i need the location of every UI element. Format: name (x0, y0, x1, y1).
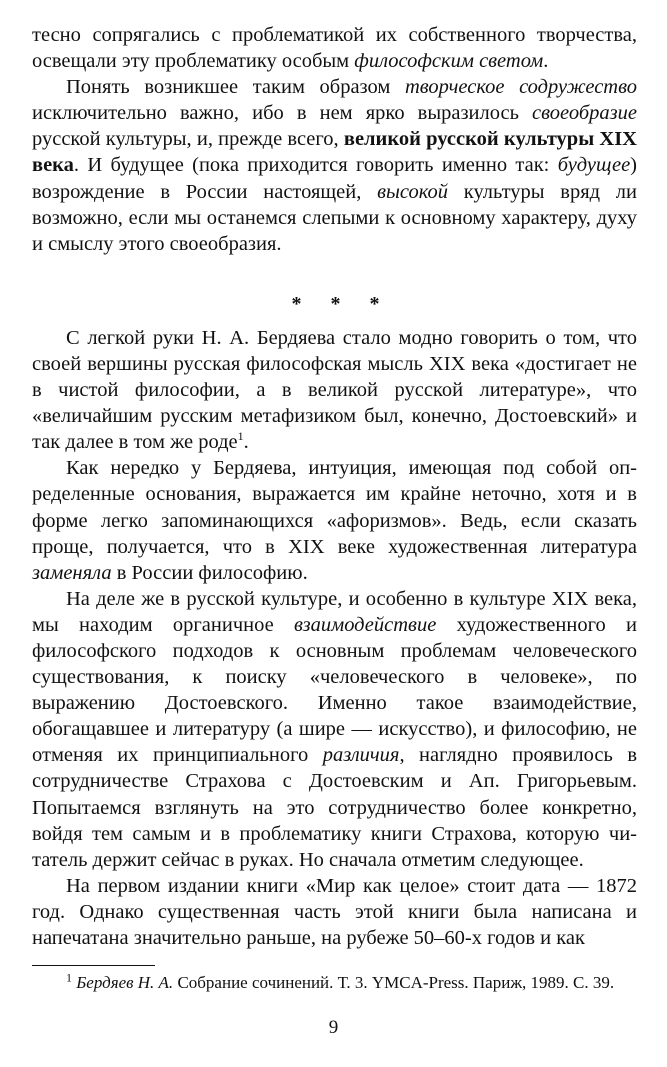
italic-run: заменяла (32, 561, 112, 584)
text-run: русской культуры, и, прежде всего, (32, 128, 344, 151)
paragraph-2 (32, 74, 637, 257)
italic-run: творческое содружество (404, 76, 637, 99)
text-run: тесно сопрягались с проблематикой их собственного творчества, освещали эту проблематику особым (32, 24, 637, 73)
footnote-divider (32, 965, 155, 966)
text-run: . (543, 50, 549, 73)
footnote-reference: 1 (237, 429, 244, 444)
footnote-text: Собрание сочинений. Т. 3. YMCA-Press. Париж, 1989. С. 39. (173, 973, 615, 993)
paragraph-4 (32, 455, 637, 585)
text-run: На первом издании книги «Мир как целое» стоит дата — 1872 год. Однако существенная часть этой книги была написана и напечатана значительно раньше, на рубеже 50–60-х годов и как (32, 874, 637, 949)
page-number: 9 (328, 1017, 339, 1038)
text-run: в России философию. (111, 561, 308, 584)
text-run: художественного и философского подходов к основным проблемам человеческого существования, к поиску «человеческого в человеке», по выражению Достоевского. Именно такое взаимодействие, обогащавшее и литературу (а шире — искусство), и философию, не отменяя их принципиального (32, 613, 637, 767)
footnote-number: 1 (66, 970, 72, 985)
paragraph-3 (32, 325, 637, 455)
text-run: . (243, 431, 249, 454)
bold-run: великой русской культуры XIX века (32, 128, 637, 177)
paragraph-5 (32, 586, 637, 873)
text-run: культуры вряд ли возможно, если мы останемся слепыми к основному характеру, духу и смыслу этого своеобразия. (32, 180, 637, 255)
italic-run: философским светом (354, 50, 544, 73)
paragraph-1 (32, 22, 637, 74)
text-run: Понять возникшее таким образом (66, 76, 405, 99)
italic-run: высокой (377, 180, 449, 203)
page-body (32, 22, 637, 1012)
text-run: . И будущее (пока приходится говорить именно так: (73, 154, 558, 177)
text-run: ) возрождение в России настоящей, (32, 154, 637, 203)
section-divider-stars: * * * (291, 292, 392, 315)
footnote (32, 972, 637, 995)
text-run: Как нередко у Бердяева, интуиция, имеющая под собой определенные основания, выражается им крайне неточно, хотя и в форме легко запоминающихся «афоризмов». Ведь, если сказать проще, получается, что в XIX веке художественная литература (32, 457, 637, 558)
italic-run: будущее (557, 154, 631, 177)
footnote-author: Бердяев Н. А. (76, 973, 174, 993)
paragraph-6 (32, 873, 637, 951)
text-run: исключительно важно, ибо в нем ярко выразилось (32, 102, 533, 125)
text-run: На деле же в русской культуре, и особенно в культуре XIX века, мы находим органичное (32, 587, 637, 636)
text-run: С легкой руки Н. А. Бердяева стало модно говорить о том, что своей вершины русская философская мысль XIX века «достигает не в чистой философии, а в великой русской литературе», что «величайшим русским метафизиком был, конечно, Достоевский» и так далее в том же роде (32, 326, 637, 454)
italic-run: своеобразие (532, 102, 637, 125)
italic-run: взаимодействие (293, 613, 437, 636)
text-run: , наглядно проявилось в сотрудничестве Страхова с Достоевским и Ап. Григорьевым. Попытаемся взглянуть на это сотрудничество более конкретно, войдя тем самым и в проблематику книги Страхова, которую читатель держит сейчас в руках. Но сначала отметим следующее. (32, 744, 637, 871)
italic-run: различия (322, 744, 400, 767)
